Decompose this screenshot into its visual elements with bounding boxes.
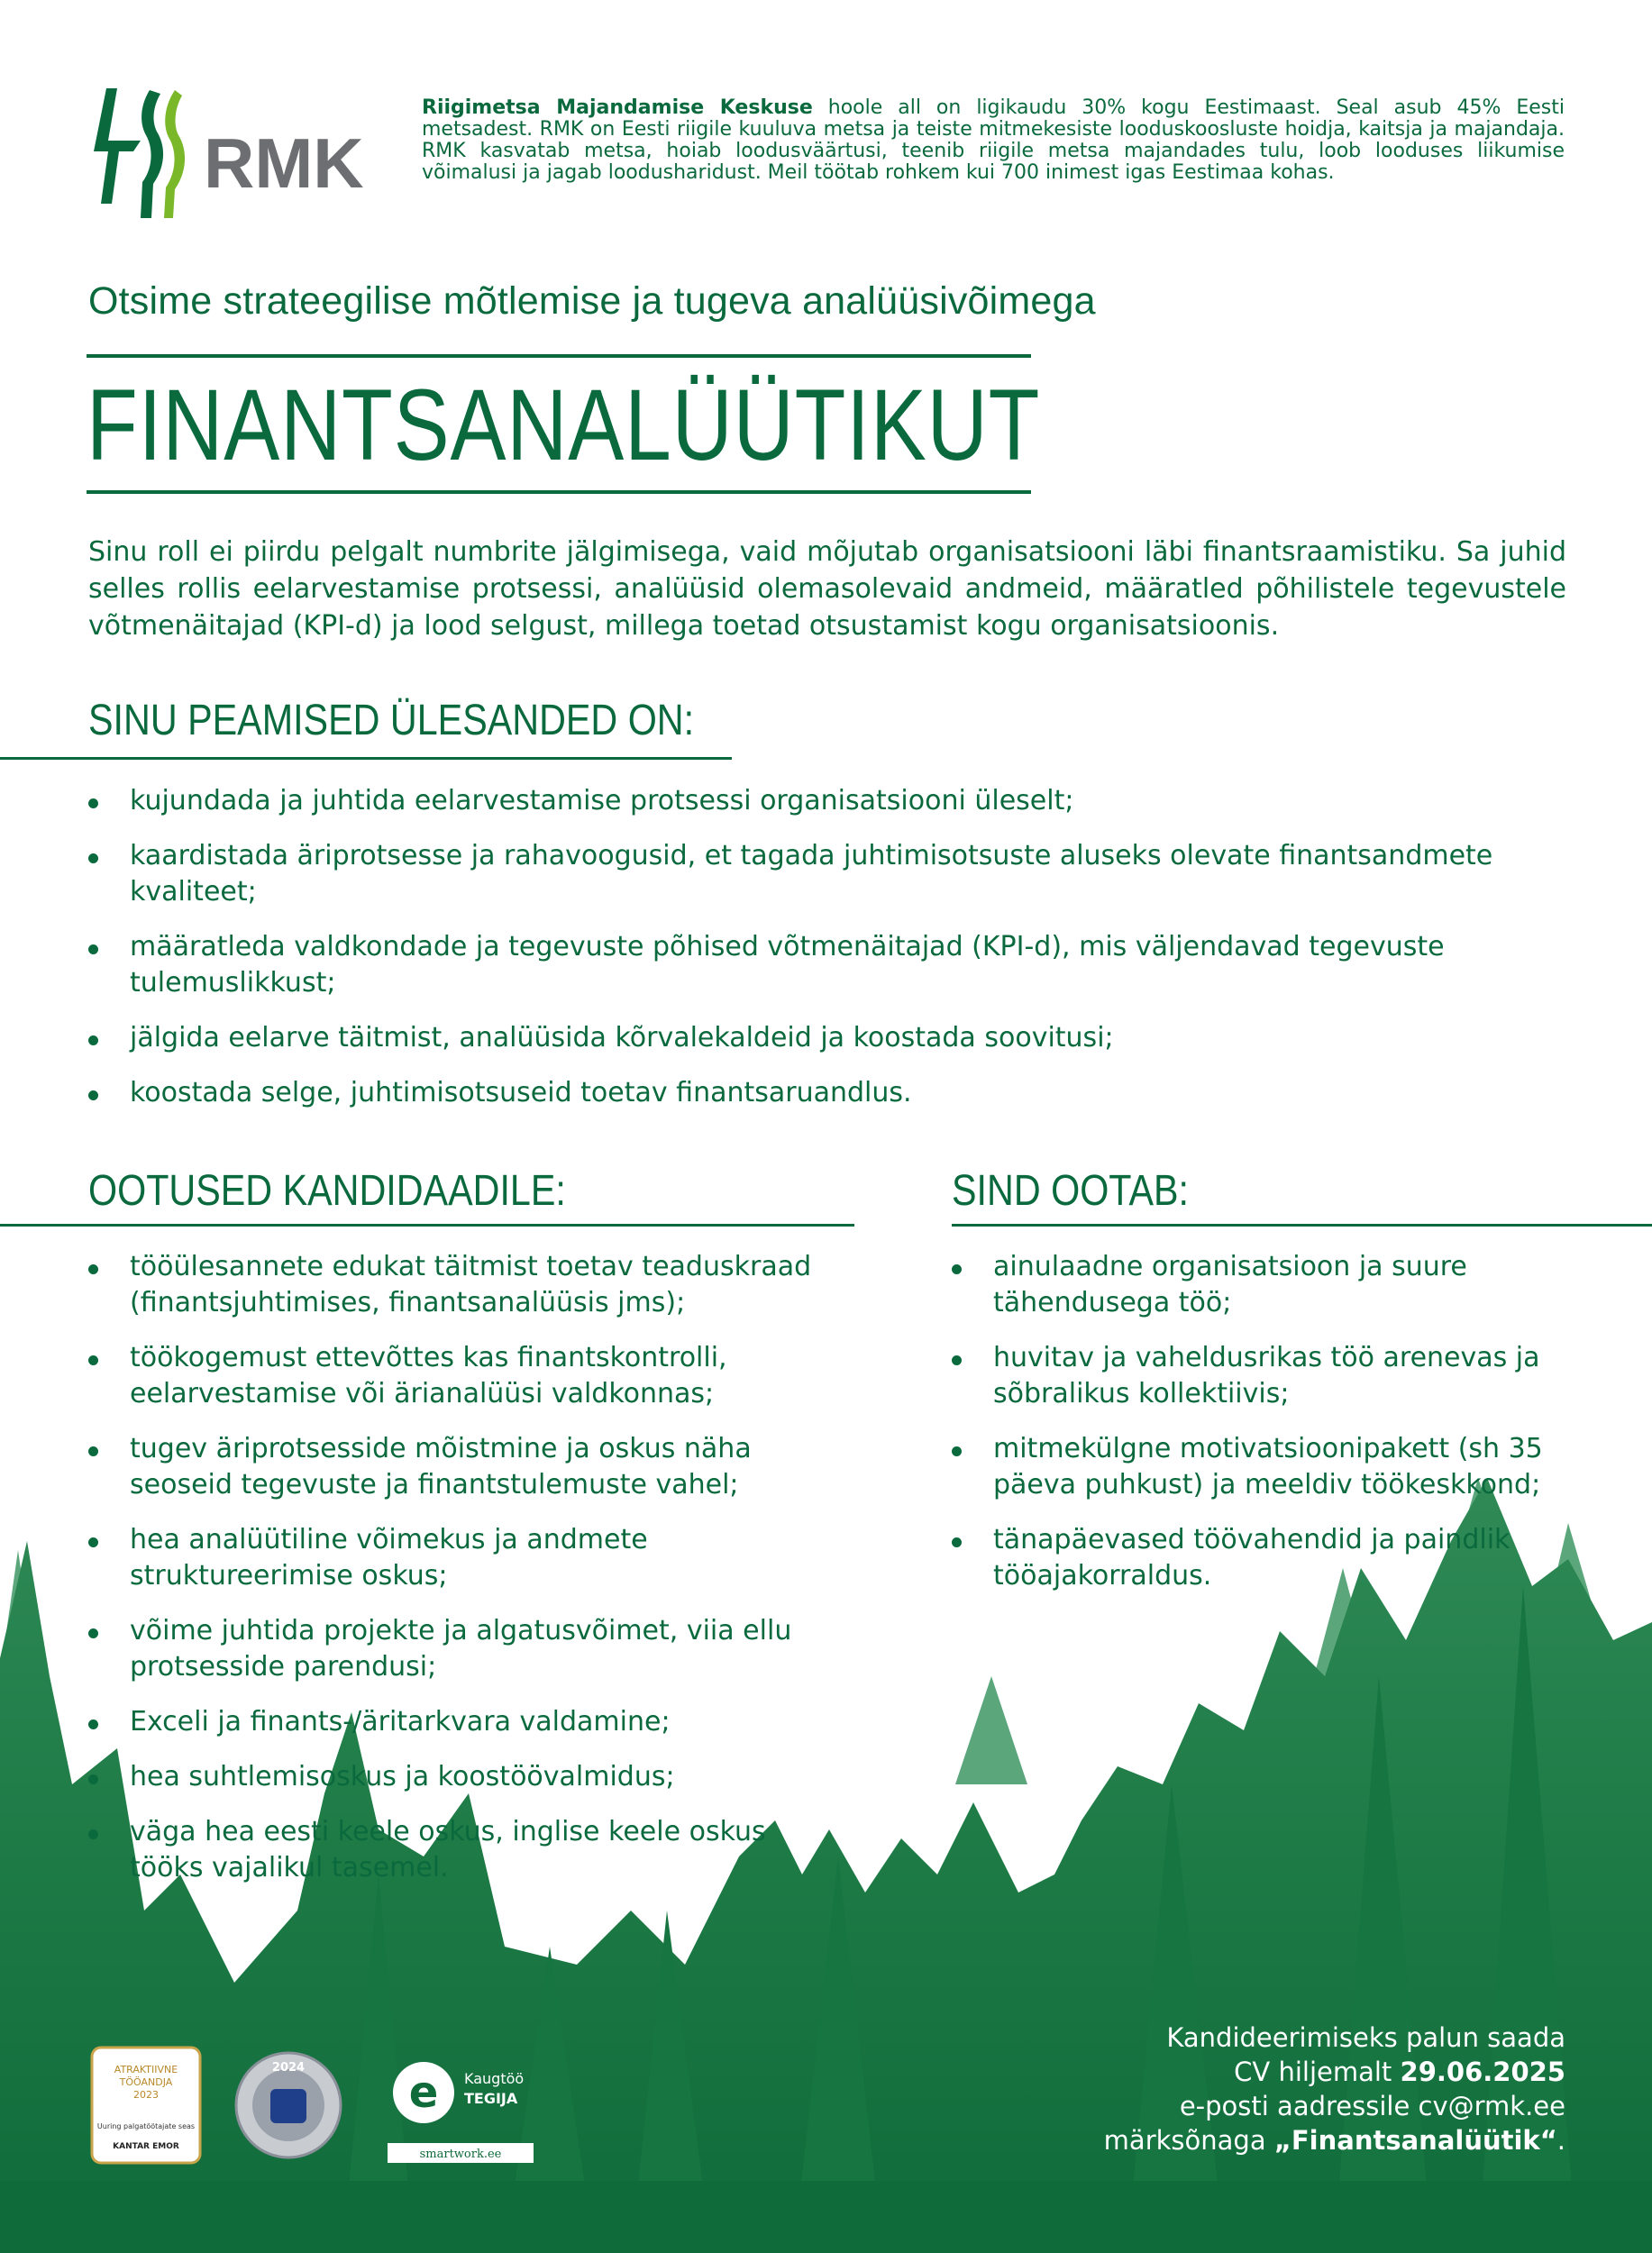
svg-text:e: e (408, 2067, 439, 2118)
contact-line-2 (935, 2055, 1565, 2089)
police-badge (236, 2053, 341, 2157)
list-item: hea suhtlemisoskus ja koostöövalmidus; (88, 1759, 845, 1795)
svg-text:Kaugtöö: Kaugtöö (464, 2070, 525, 2087)
contact-line-1: Kandideerimiseks palun saada (1166, 2022, 1565, 2053)
list-item: väga hea eesti keele oskus, inglise keele oskus tööks vajalikul tasemel. (88, 1814, 845, 1886)
award-badges (90, 2046, 559, 2167)
tasks-list (88, 783, 1566, 1130)
expectations-list (88, 1249, 845, 1905)
svg-text:ATRAKTIIVNE: ATRAKTIIVNE (114, 2064, 178, 2075)
svg-text:RMK: RMK (204, 123, 364, 203)
list-item: jälgida eelarve täitmist, analüüsida kõrvalekaldeid ja koostada soovitusi; (88, 1020, 1566, 1056)
list-item: mitmekülgne motivatsioonipakett (sh 35 päeva puhkust) ja meeldiv töökeskkond; (952, 1431, 1583, 1503)
list-item: võime juhtida projekte ja algatusvõimet, viia ellu protsesside parendusi; (88, 1613, 845, 1685)
offer-rule (952, 1224, 1652, 1227)
headline: FINANTSANALÜÜTIKUT (87, 369, 1041, 481)
rmk-logo (87, 87, 375, 222)
list-item: huvitav ja vaheldusrikas töö arenevas ja sõbralikus kollektiivis; (952, 1340, 1583, 1412)
headline-bottom-rule (87, 490, 1031, 494)
tasks-title: SINU PEAMISED ÜLESANDED ON: (88, 697, 695, 744)
svg-text:TÖÖANDJA: TÖÖANDJA (119, 2076, 173, 2088)
keyword: „Finantsanalüütik“ (1273, 2125, 1557, 2156)
list-item: töökogemust ettevõttes kas finantskontrolli, eelarvestamise või ärianalüüsi valdkonnas; (88, 1340, 845, 1412)
list-item: tööülesannete edukat täitmist toetav teaduskraad (finantsjuhtimises, finantsanalüüsis jms); (88, 1249, 845, 1321)
list-item: kujundada ja juhtida eelarvestamise protsessi organisatsiooni üleselt; (88, 783, 1566, 819)
contact-line-2-text: CV hiljemalt (1234, 2057, 1401, 2087)
list-item: ainulaadne organisatsioon ja suure tähendusega töö; (952, 1249, 1583, 1321)
list-item: koostada selge, juhtimisotsuseid toetav finantsaruandlus. (88, 1075, 1566, 1111)
list-item: hea analüütiline võimekus ja andmete struktureerimise oskus; (88, 1522, 845, 1594)
about-bold: Riigimetsa Majandamise Keskuse (422, 96, 813, 119)
contact-email-line[interactable]: e-posti aadressile cv@rmk.ee (1179, 2091, 1565, 2121)
offer-title: SIND OOTAB: (952, 1167, 1189, 1215)
contact-line-4-text: märksõnaga (1103, 2125, 1274, 2156)
remote-work-badge (388, 2062, 534, 2163)
svg-text:Uuring palgatöötajate seas: Uuring palgatöötajate seas (96, 2122, 196, 2130)
attractive-employer-badge (92, 2048, 200, 2163)
contact-info (935, 2020, 1565, 2157)
list-item: määratleda valdkondade ja tegevuste põhised võtmenäitajad (KPI-d), mis väljendavad tegevuste tulemuslikkust; (88, 929, 1566, 1001)
expectations-rule (0, 1224, 854, 1227)
svg-text:smartwork.ee: smartwork.ee (419, 2148, 502, 2161)
contact-line-4 (935, 2123, 1565, 2157)
list-item: tugev äriprotsesside mõistmine ja oskus näha seoseid tegevuste ja finantstulemuste vahel; (88, 1431, 845, 1503)
svg-text:KANTAR EMOR: KANTAR EMOR (113, 2142, 179, 2151)
list-item: Exceli ja finants-/äritarkvara valdamine; (88, 1704, 845, 1740)
svg-text:2023: 2023 (133, 2089, 159, 2101)
list-item: tänapäevased töövahendid ja paindlik tööajakorraldus. (952, 1522, 1583, 1594)
headline-top-rule (87, 354, 1031, 358)
tagline: Otsime strateegilise mõtlemise ja tugeva analüüsivõimega (88, 279, 1096, 323)
offer-list (952, 1249, 1583, 1613)
tasks-rule (0, 757, 732, 760)
list-item: kaardistada äriprotsesse ja rahavoogusid, et tagada juhtimisotsuste aluseks olevate finantsandmete kvaliteet; (88, 838, 1566, 910)
deadline: 29.06.2025 (1400, 2057, 1565, 2087)
expectations-title: OOTUSED KANDIDAADILE: (88, 1167, 566, 1215)
svg-text:TEGIJA: TEGIJA (464, 2090, 518, 2107)
contact-line-4-end: . (1556, 2125, 1565, 2156)
about-rmk (422, 97, 1565, 184)
about-text: hoole all on ligikaudu 30% kogu Eestimaast. Seal asub 45% Eesti metsadest. RMK on Eesti riigile kuuluva metsa ja teiste mitmekesiste looduskoosluste hoidja, kaitsja ja majandaja. RMK kasvatab metsa, hoiab loodusväärtusi, teenib riigile metsa majandades tulu, loob looduses liikumise võimalusi ja jagab loodusharidust. Meil töötab rohkem kui 700 inimest igas Eestimaa kohas. (422, 96, 1565, 184)
svg-text:2024: 2024 (271, 2061, 306, 2075)
intro-text: Sinu roll ei piirdu pelgalt numbrite jälgimisega, vaid mõjutab organisatsiooni läbi finantsraamistiku. Sa juhid selles rollis eelarvestamise protsessi, analüüsid olemasolevaid andmeid, määratled põhilistele tegevustele võtmenäitajad (KPI-d) ja lood selgust, millega toetad otsustamist kogu organisatsioonis. (88, 536, 1566, 642)
